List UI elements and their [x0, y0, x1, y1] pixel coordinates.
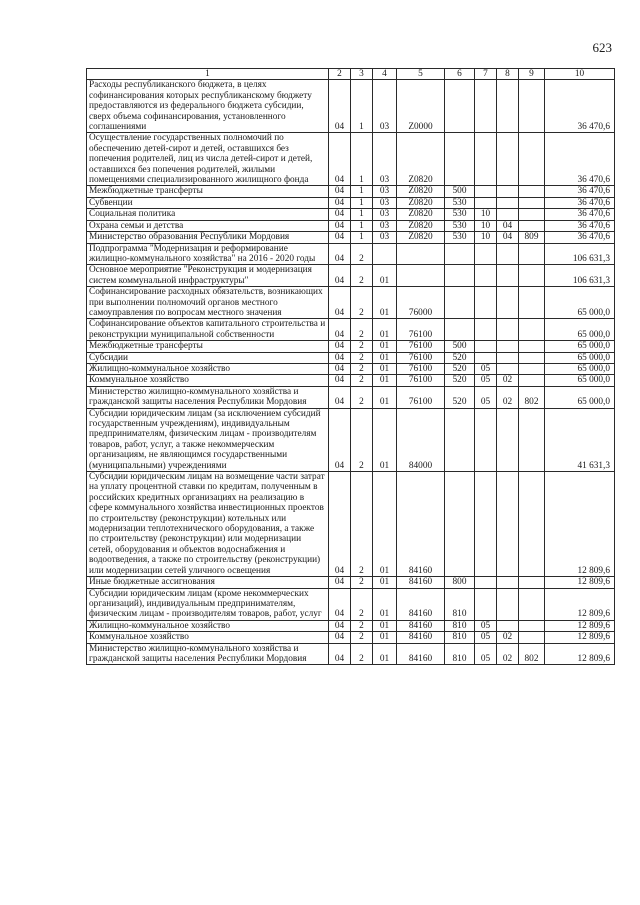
code-cell-c8 — [497, 352, 519, 363]
code-cell-c2: 04 — [329, 265, 351, 287]
row-name: Субсидии юридическим лицам (за исключением субсидий государственным учреждениям), индивидуальным предпринимателям, физическим лицам - производителям товаров, работ, услуг, а также некоммерческим организациям, не являющимся государственными (муниципальными) учреждениями — [87, 408, 329, 471]
column-header: 3 — [351, 69, 373, 80]
table-row — [87, 620, 615, 631]
row-name: Софинансирование объектов капитального строительства и реконструкции муниципальной собственности — [87, 319, 329, 341]
code-cell-c9: 809 — [519, 232, 545, 243]
code-cell-c5: 84160 — [397, 632, 445, 643]
code-cell-c6: 810 — [445, 588, 475, 620]
code-cell-c9 — [519, 265, 545, 287]
code-cell-c7 — [475, 133, 497, 186]
table-row — [87, 133, 615, 186]
column-header: 10 — [545, 69, 615, 80]
code-cell-c5: 76000 — [397, 287, 445, 319]
code-cell-c3: 2 — [351, 386, 373, 408]
amount-cell: 106 631,3 — [545, 265, 615, 287]
table-row — [87, 232, 615, 243]
amount-cell: 12 809,6 — [545, 643, 615, 665]
amount-cell: 36 470,6 — [545, 197, 615, 208]
row-name: Социальная политика — [87, 209, 329, 220]
code-cell-c2: 04 — [329, 643, 351, 665]
code-cell-c7: 05 — [475, 363, 497, 374]
code-cell-c2: 04 — [329, 319, 351, 341]
code-cell-c2: 04 — [329, 352, 351, 363]
code-cell-c5 — [397, 265, 445, 287]
code-cell-c8: 04 — [497, 220, 519, 231]
code-cell-c3: 2 — [351, 319, 373, 341]
code-cell-c6 — [445, 319, 475, 341]
code-cell-c2: 04 — [329, 577, 351, 588]
code-cell-c7: 10 — [475, 209, 497, 220]
code-cell-c6 — [445, 80, 475, 133]
amount-cell: 36 470,6 — [545, 232, 615, 243]
code-cell-c6: 810 — [445, 620, 475, 631]
row-name: Расходы республиканского бюджета, в целях софинансирования которых республиканскому бюджету предоставляются из федерального бюджета субсидии, сверх объема софинансирования, установленного соглашениями — [87, 80, 329, 133]
code-cell-c6: 530 — [445, 220, 475, 231]
code-cell-c2: 04 — [329, 588, 351, 620]
code-cell-c8 — [497, 472, 519, 577]
code-cell-c6: 500 — [445, 341, 475, 352]
table-row — [87, 197, 615, 208]
code-cell-c8 — [497, 287, 519, 319]
code-cell-c7 — [475, 588, 497, 620]
code-cell-c4: 01 — [373, 472, 397, 577]
code-cell-c5: Z0820 — [397, 133, 445, 186]
column-header: 8 — [497, 69, 519, 80]
row-name: Софинансирование расходных обязательств, возникающих при выполнении полномочий органов местного самоуправления по вопросам местного значения — [87, 287, 329, 319]
code-cell-c6 — [445, 408, 475, 471]
code-cell-c6: 530 — [445, 209, 475, 220]
code-cell-c4: 03 — [373, 80, 397, 133]
row-name: Межбюджетные трансферты — [87, 341, 329, 352]
code-cell-c7: 05 — [475, 620, 497, 631]
table-row — [87, 287, 615, 319]
code-cell-c7 — [475, 352, 497, 363]
row-name: Жилищно-коммунальное хозяйство — [87, 363, 329, 374]
code-cell-c7 — [475, 408, 497, 471]
code-cell-c9 — [519, 352, 545, 363]
code-cell-c4: 01 — [373, 319, 397, 341]
table-row — [87, 363, 615, 374]
code-cell-c7: 05 — [475, 643, 497, 665]
code-cell-c3: 1 — [351, 133, 373, 186]
code-cell-c6 — [445, 243, 475, 265]
code-cell-c3: 1 — [351, 197, 373, 208]
amount-cell: 65 000,0 — [545, 319, 615, 341]
code-cell-c8 — [497, 186, 519, 197]
code-cell-c7: 05 — [475, 386, 497, 408]
code-cell-c8 — [497, 265, 519, 287]
table-row — [87, 265, 615, 287]
table-row — [87, 632, 615, 643]
code-cell-c9 — [519, 209, 545, 220]
code-cell-c6: 810 — [445, 632, 475, 643]
code-cell-c5: Z0820 — [397, 220, 445, 231]
code-cell-c9 — [519, 620, 545, 631]
code-cell-c4: 01 — [373, 341, 397, 352]
code-cell-c2: 04 — [329, 80, 351, 133]
amount-cell: 106 631,3 — [545, 243, 615, 265]
code-cell-c5: 76100 — [397, 319, 445, 341]
amount-cell: 36 470,6 — [545, 186, 615, 197]
column-header: 4 — [373, 69, 397, 80]
table-row — [87, 186, 615, 197]
code-cell-c5: 76100 — [397, 352, 445, 363]
code-cell-c4: 03 — [373, 197, 397, 208]
code-cell-c5: 84000 — [397, 408, 445, 471]
code-cell-c7 — [475, 80, 497, 133]
row-name: Охрана семьи и детства — [87, 220, 329, 231]
code-cell-c2: 04 — [329, 220, 351, 231]
code-cell-c5: Z0820 — [397, 209, 445, 220]
code-cell-c6 — [445, 472, 475, 577]
amount-cell: 65 000,0 — [545, 287, 615, 319]
code-cell-c6 — [445, 287, 475, 319]
code-cell-c2: 04 — [329, 232, 351, 243]
code-cell-c8 — [497, 319, 519, 341]
table-row — [87, 375, 615, 386]
row-name: Министерство жилищно-коммунального хозяйства и гражданской защиты населения Республики Мордовия — [87, 643, 329, 665]
code-cell-c9 — [519, 243, 545, 265]
code-cell-c3: 2 — [351, 408, 373, 471]
code-cell-c5: 84160 — [397, 643, 445, 665]
row-name: Иные бюджетные ассигнования — [87, 577, 329, 588]
amount-cell: 12 809,6 — [545, 632, 615, 643]
table-row — [87, 588, 615, 620]
row-name: Министерство образования Республики Мордовия — [87, 232, 329, 243]
table-row — [87, 408, 615, 471]
amount-cell: 41 631,3 — [545, 408, 615, 471]
code-cell-c7: 10 — [475, 220, 497, 231]
code-cell-c3: 2 — [351, 632, 373, 643]
code-cell-c3: 2 — [351, 287, 373, 319]
code-cell-c9 — [519, 220, 545, 231]
row-name: Жилищно-коммунальное хозяйство — [87, 620, 329, 631]
code-cell-c2: 04 — [329, 632, 351, 643]
column-header: 7 — [475, 69, 497, 80]
code-cell-c4: 01 — [373, 408, 397, 471]
amount-cell: 36 470,6 — [545, 209, 615, 220]
row-name: Межбюджетные трансферты — [87, 186, 329, 197]
column-header: 6 — [445, 69, 475, 80]
code-cell-c8: 04 — [497, 232, 519, 243]
code-cell-c4: 03 — [373, 186, 397, 197]
code-cell-c2: 04 — [329, 363, 351, 374]
amount-cell: 65 000,0 — [545, 352, 615, 363]
code-cell-c7 — [475, 265, 497, 287]
amount-cell: 65 000,0 — [545, 363, 615, 374]
code-cell-c7 — [475, 186, 497, 197]
code-cell-c3: 1 — [351, 80, 373, 133]
code-cell-c2: 04 — [329, 472, 351, 577]
code-cell-c4: 03 — [373, 209, 397, 220]
code-cell-c2: 04 — [329, 287, 351, 319]
code-cell-c5 — [397, 243, 445, 265]
code-cell-c4: 01 — [373, 588, 397, 620]
code-cell-c4: 03 — [373, 220, 397, 231]
code-cell-c5: 76100 — [397, 375, 445, 386]
code-cell-c3: 2 — [351, 352, 373, 363]
code-cell-c7 — [475, 472, 497, 577]
code-cell-c2: 04 — [329, 375, 351, 386]
code-cell-c8: 02 — [497, 643, 519, 665]
code-cell-c2: 04 — [329, 408, 351, 471]
code-cell-c2: 04 — [329, 186, 351, 197]
amount-cell: 65 000,0 — [545, 386, 615, 408]
column-header: 5 — [397, 69, 445, 80]
code-cell-c4: 01 — [373, 363, 397, 374]
code-cell-c3: 2 — [351, 472, 373, 577]
code-cell-c3: 2 — [351, 265, 373, 287]
column-header: 9 — [519, 69, 545, 80]
row-name: Коммунальное хозяйство — [87, 375, 329, 386]
code-cell-c6: 520 — [445, 363, 475, 374]
code-cell-c5: 76100 — [397, 363, 445, 374]
table-row — [87, 80, 615, 133]
code-cell-c4: 01 — [373, 643, 397, 665]
code-cell-c6: 530 — [445, 232, 475, 243]
code-cell-c2: 04 — [329, 341, 351, 352]
code-cell-c8: 02 — [497, 386, 519, 408]
code-cell-c9 — [519, 287, 545, 319]
table-row — [87, 352, 615, 363]
code-cell-c8 — [497, 588, 519, 620]
code-cell-c7 — [475, 287, 497, 319]
amount-cell: 65 000,0 — [545, 341, 615, 352]
code-cell-c4 — [373, 243, 397, 265]
code-cell-c2: 04 — [329, 209, 351, 220]
code-cell-c3: 2 — [351, 577, 373, 588]
row-name: Коммунальное хозяйство — [87, 632, 329, 643]
code-cell-c7 — [475, 577, 497, 588]
row-name: Субсидии — [87, 352, 329, 363]
amount-cell: 36 470,6 — [545, 220, 615, 231]
row-name: Подпрограмма "Модернизация и реформирование жилищно-коммунального хозяйства" на 2016 - 2020 годы — [87, 243, 329, 265]
page-number: 623 — [592, 40, 612, 55]
code-cell-c9 — [519, 472, 545, 577]
table-row — [87, 243, 615, 265]
code-cell-c9 — [519, 197, 545, 208]
code-cell-c8 — [497, 408, 519, 471]
column-header: 2 — [329, 69, 351, 80]
code-cell-c3: 2 — [351, 375, 373, 386]
code-cell-c2: 04 — [329, 386, 351, 408]
amount-cell: 36 470,6 — [545, 133, 615, 186]
code-cell-c9 — [519, 363, 545, 374]
code-cell-c6: 530 — [445, 197, 475, 208]
code-cell-c5: 76100 — [397, 386, 445, 408]
table-row — [87, 220, 615, 231]
code-cell-c5: 84160 — [397, 620, 445, 631]
code-cell-c6: 500 — [445, 186, 475, 197]
code-cell-c3: 2 — [351, 643, 373, 665]
row-name: Субсидии юридическим лицам на возмещение части затрат на уплату процентной ставки по кредитам, полученным в российских кредитных организациях на реализацию в сфере коммунального хозяйства инвестиционных проектов по строительству (реконструкции) котельных или модернизации теплотехнического оборудования, а также по строительству (реконструкции) или модернизации сетей, оборудования и объектов водоснабжения и водоотведения, а также по строительству (реконструкции) или модернизации сетей уличного освещения — [87, 472, 329, 577]
code-cell-c9 — [519, 133, 545, 186]
amount-cell: 12 809,6 — [545, 620, 615, 631]
code-cell-c4: 01 — [373, 386, 397, 408]
code-cell-c4: 01 — [373, 352, 397, 363]
code-cell-c4: 01 — [373, 577, 397, 588]
code-cell-c7 — [475, 341, 497, 352]
code-cell-c7: 05 — [475, 375, 497, 386]
code-cell-c4: 01 — [373, 265, 397, 287]
code-cell-c4: 01 — [373, 287, 397, 319]
code-cell-c5: 84160 — [397, 588, 445, 620]
amount-cell: 65 000,0 — [545, 375, 615, 386]
row-name: Министерство жилищно-коммунального хозяйства и гражданской защиты населения Республики Мордовия — [87, 386, 329, 408]
code-cell-c6: 520 — [445, 375, 475, 386]
code-cell-c4: 03 — [373, 232, 397, 243]
code-cell-c8 — [497, 133, 519, 186]
amount-cell: 12 809,6 — [545, 588, 615, 620]
code-cell-c3: 2 — [351, 363, 373, 374]
code-cell-c6: 520 — [445, 386, 475, 408]
code-cell-c8 — [497, 363, 519, 374]
code-cell-c6 — [445, 133, 475, 186]
code-cell-c6 — [445, 265, 475, 287]
row-name: Субвенции — [87, 197, 329, 208]
table-row — [87, 472, 615, 577]
table-row — [87, 341, 615, 352]
code-cell-c8 — [497, 577, 519, 588]
code-cell-c3: 1 — [351, 209, 373, 220]
code-cell-c9 — [519, 319, 545, 341]
code-cell-c9 — [519, 408, 545, 471]
code-cell-c7: 10 — [475, 232, 497, 243]
table-row — [87, 319, 615, 341]
code-cell-c9 — [519, 375, 545, 386]
code-cell-c9 — [519, 80, 545, 133]
code-cell-c4: 03 — [373, 133, 397, 186]
code-cell-c5: Z0000 — [397, 80, 445, 133]
code-cell-c3: 1 — [351, 220, 373, 231]
budget-table — [86, 68, 615, 665]
amount-cell: 36 470,6 — [545, 80, 615, 133]
code-cell-c9 — [519, 186, 545, 197]
code-cell-c7 — [475, 197, 497, 208]
code-cell-c3: 1 — [351, 232, 373, 243]
table-row — [87, 643, 615, 665]
amount-cell: 12 809,6 — [545, 472, 615, 577]
code-cell-c9 — [519, 632, 545, 643]
code-cell-c9 — [519, 341, 545, 352]
code-cell-c5: 84160 — [397, 577, 445, 588]
code-cell-c8 — [497, 80, 519, 133]
code-cell-c7 — [475, 319, 497, 341]
code-cell-c2: 04 — [329, 243, 351, 265]
table-row — [87, 386, 615, 408]
code-cell-c4: 01 — [373, 632, 397, 643]
table-header-row — [87, 69, 615, 80]
row-name: Основное мероприятие "Реконструкция и модернизация систем коммунальной инфраструктуры" — [87, 265, 329, 287]
code-cell-c9: 802 — [519, 386, 545, 408]
code-cell-c8 — [497, 341, 519, 352]
code-cell-c3: 2 — [351, 588, 373, 620]
code-cell-c6: 520 — [445, 352, 475, 363]
code-cell-c5: Z0820 — [397, 186, 445, 197]
code-cell-c7: 05 — [475, 632, 497, 643]
code-cell-c2: 04 — [329, 197, 351, 208]
code-cell-c4: 01 — [373, 375, 397, 386]
code-cell-c8 — [497, 197, 519, 208]
column-header: 1 — [87, 69, 329, 80]
code-cell-c6: 800 — [445, 577, 475, 588]
code-cell-c5: 76100 — [397, 341, 445, 352]
amount-cell: 12 809,6 — [545, 577, 615, 588]
code-cell-c9 — [519, 577, 545, 588]
code-cell-c2: 04 — [329, 620, 351, 631]
code-cell-c9 — [519, 588, 545, 620]
code-cell-c8 — [497, 209, 519, 220]
code-cell-c8 — [497, 620, 519, 631]
row-name: Осуществление государственных полномочий по обеспечению детей-сирот и детей, оставшихся без попечения родителей, лиц из числа детей-сирот и детей, оставшихся без попечения родителей, жилыми помещениями специализированного жилищного фонда — [87, 133, 329, 186]
code-cell-c4: 01 — [373, 620, 397, 631]
code-cell-c3: 2 — [351, 243, 373, 265]
row-name: Субсидии юридическим лицам (кроме некоммерческих организаций), индивидуальным предпринимателям, физическим лицам - производителям товаров, работ, услуг — [87, 588, 329, 620]
table-row — [87, 577, 615, 588]
code-cell-c3: 2 — [351, 620, 373, 631]
code-cell-c2: 04 — [329, 133, 351, 186]
code-cell-c6: 810 — [445, 643, 475, 665]
code-cell-c8: 02 — [497, 375, 519, 386]
code-cell-c3: 1 — [351, 186, 373, 197]
table-row — [87, 209, 615, 220]
code-cell-c8 — [497, 243, 519, 265]
code-cell-c5: Z0820 — [397, 232, 445, 243]
code-cell-c9: 802 — [519, 643, 545, 665]
code-cell-c5: 84160 — [397, 472, 445, 577]
code-cell-c7 — [475, 243, 497, 265]
code-cell-c3: 2 — [351, 341, 373, 352]
code-cell-c8: 02 — [497, 632, 519, 643]
code-cell-c5: Z0820 — [397, 197, 445, 208]
